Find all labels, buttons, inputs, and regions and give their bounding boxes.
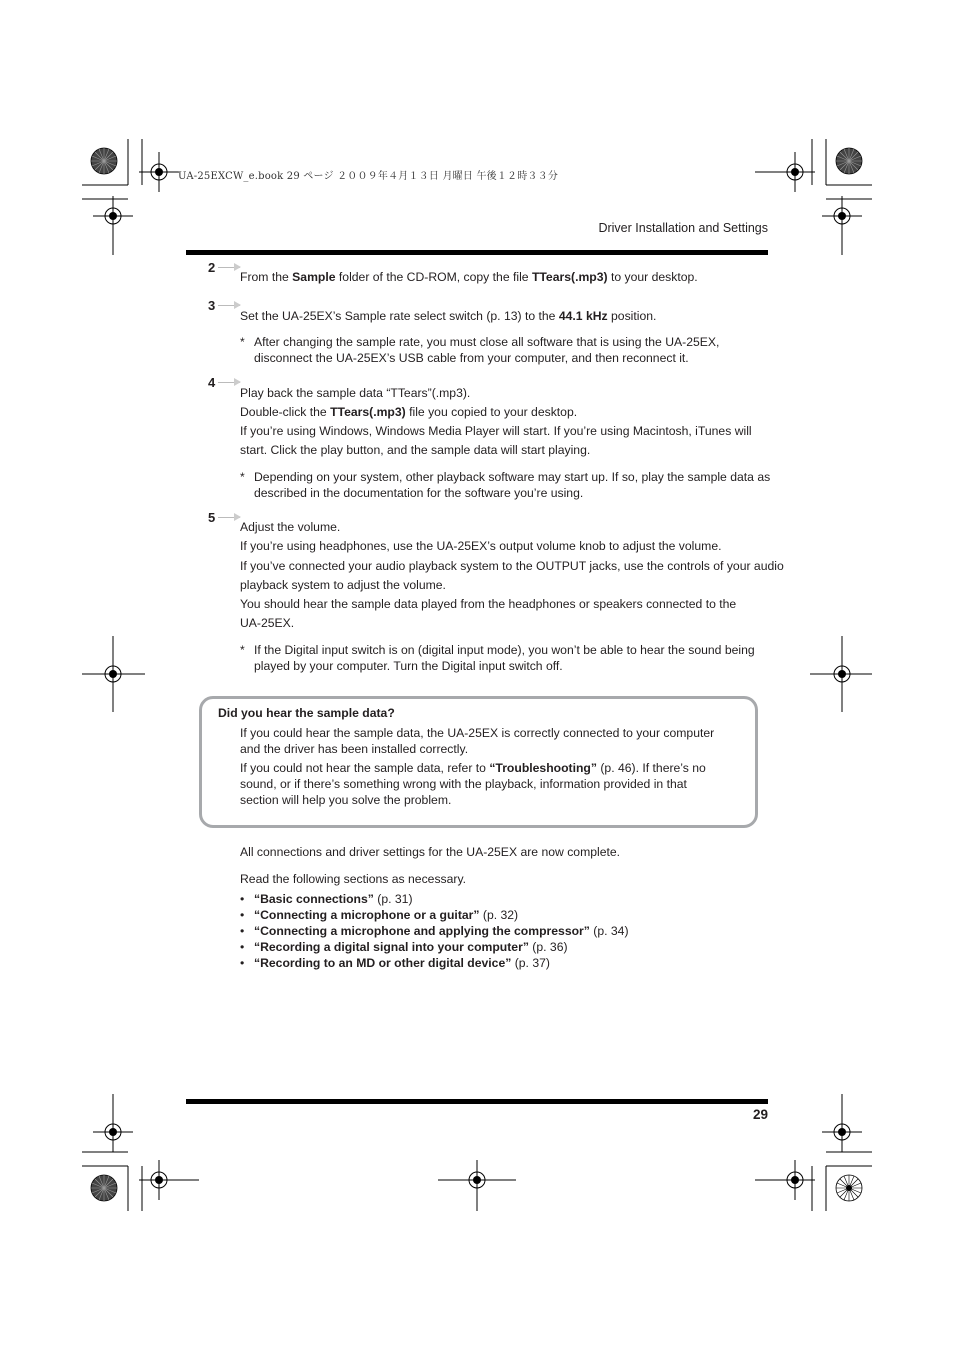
step-4-line-3: If you’re using Windows, Windows Media Player will start. If you’re using Macintosh, iTunes will [240, 424, 752, 438]
callout-text: section will help you solve the problem. [240, 793, 452, 807]
step-2-text: From the Sample folder of the CD-ROM, copy the file TTears(.mp3) to your desktop. [240, 270, 698, 284]
read-following-text: Read the following sections as necessary. [240, 872, 467, 886]
callout-text: sound, or if there’s something wrong with the playback, information provided in that [240, 777, 687, 791]
step-number-3 [208, 298, 234, 313]
step-number-label: 3 [208, 298, 216, 313]
step-number-5 [208, 510, 234, 525]
completion-text: All connections and driver settings for the UA-25EX are now complete. [240, 845, 621, 859]
troubleshooting-reference: “Troubleshooting” [489, 761, 597, 775]
note-asterisk: * [240, 335, 245, 349]
step-number-label: 5 [208, 510, 216, 525]
callout-title: Did you hear the sample data? [218, 706, 395, 720]
step-4-line-2: Double-click the TTears(.mp3) file you copied to your desktop. [240, 405, 578, 419]
step-3-note: * After changing the sample rate, you must close all software that is using the UA-25EX, disconnect the UA-25EX’s USB cable from your computer, and then reconnect it. [240, 335, 720, 365]
callout-text: and the driver has been installed correctly. [240, 742, 469, 756]
step-5-line-5: You should hear the sample data played from the headphones or speakers connected to the [240, 597, 737, 611]
page-number: 29 [752, 1107, 768, 1122]
step-3-text: Set the UA-25EX’s Sample rate select switch (p. 13) to the 44.1 kHz position. [240, 309, 657, 323]
step-5-line-6: UA-25EX. [240, 616, 295, 630]
step-number-label: 2 [208, 260, 216, 275]
step-number-label: 4 [208, 375, 216, 390]
step-5-note: * If the Digital input switch is on (digital input mode), you won’t be able to hear the sound being played by your computer. Turn the Digital input switch off. [240, 643, 755, 673]
step-4-note: * Depending on your system, other playback software may start up. If so, play the sample data as described in the documentation for the software you’re using. [240, 470, 771, 500]
note-asterisk: * [240, 470, 245, 484]
book-file-info: UA-25EXCW_e.book 29 ページ ２００９年４月１３日 月曜日 午後１２時３３分 [178, 171, 559, 182]
step-4-line-1: Play back the sample data “TTears”(.mp3). [240, 386, 471, 400]
step-5-line-3: If you’ve connected your audio playback system to the OUTPUT jacks, use the controls of your audio [240, 559, 784, 573]
note-asterisk: * [240, 643, 245, 657]
step-number-4 [208, 375, 234, 390]
header-rule [186, 250, 768, 255]
callout-text: If you could not hear the sample data, refer to “Troubleshooting” (p. 46). If there’s no [240, 761, 706, 775]
footer-rule [186, 1099, 768, 1104]
section-title: Driver Installation and Settings [598, 221, 768, 235]
step-5-line-4: playback system to adjust the volume. [240, 578, 446, 592]
step-number-2 [208, 260, 234, 275]
step-5-line-2: If you’re using headphones, use the UA-25EX’s output volume knob to adjust the volume. [240, 539, 722, 553]
step-4-line-4: start. Click the play button, and the sample data will start playing. [240, 443, 591, 457]
step-5-line-1: Adjust the volume. [240, 520, 341, 534]
callout-text: If you could hear the sample data, the UA-25EX is correctly connected to your computer [240, 726, 715, 740]
